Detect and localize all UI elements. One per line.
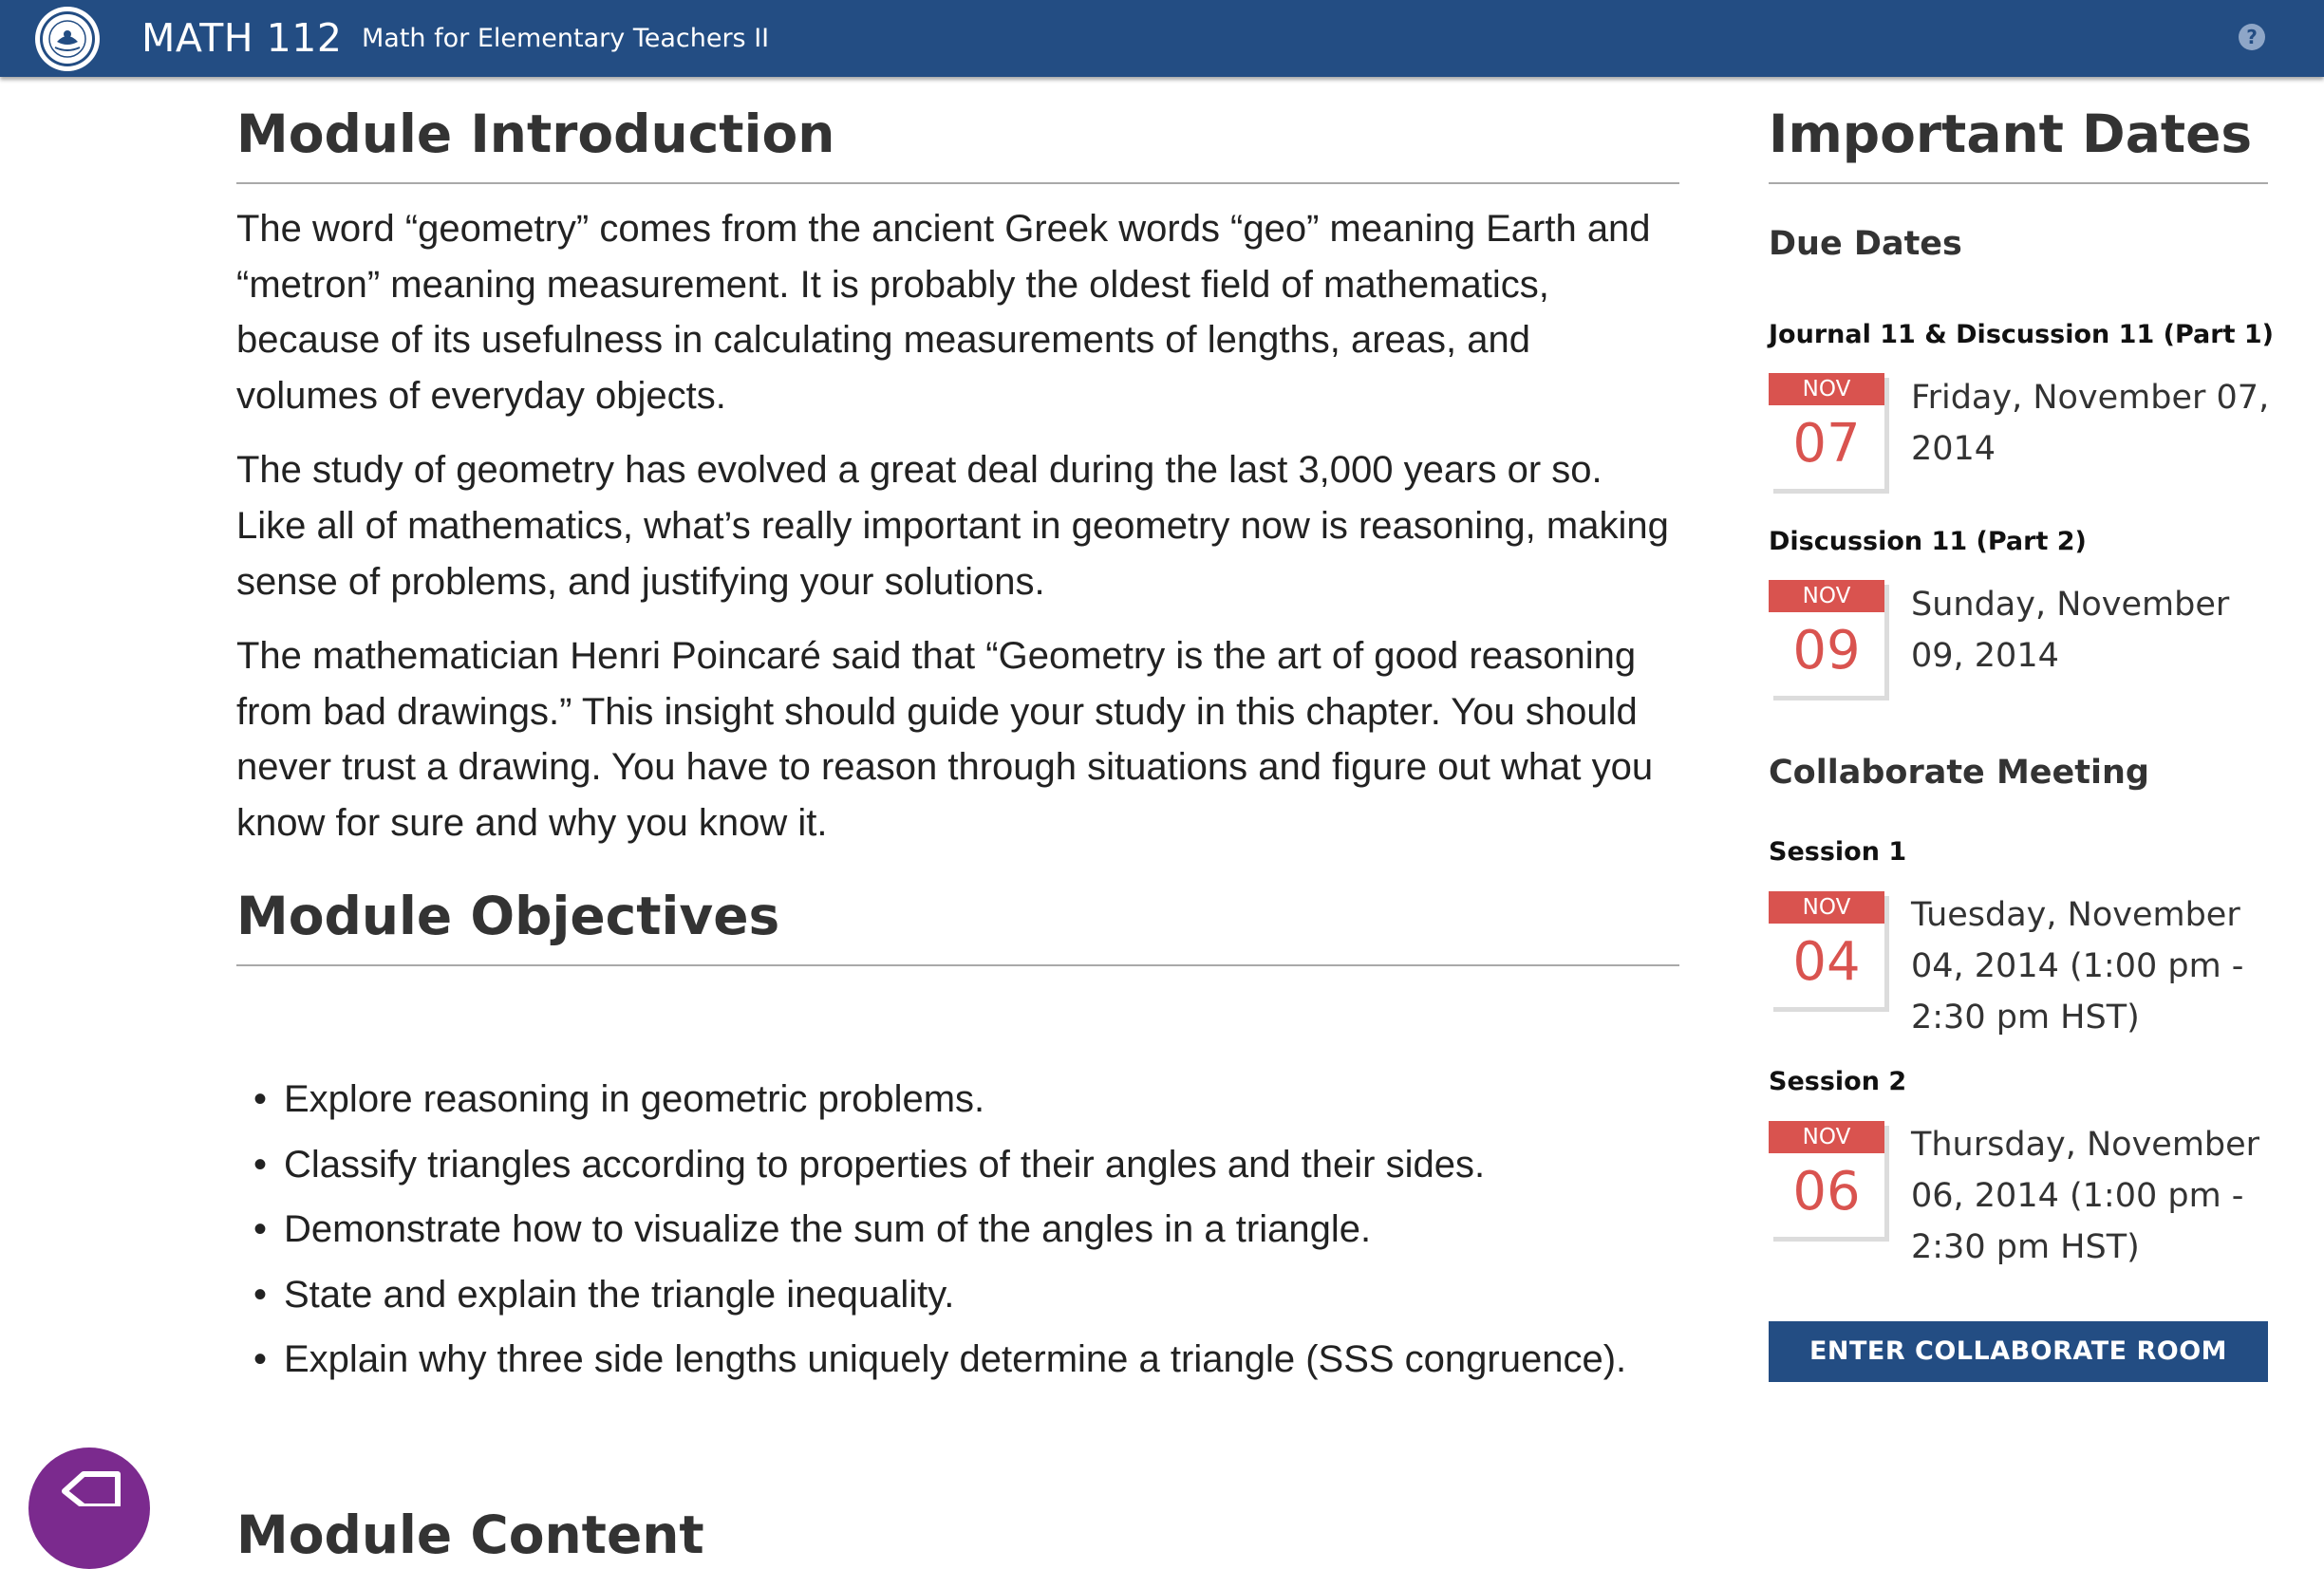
bullet-icon: • — [253, 1273, 268, 1316]
objectives-list — [236, 1072, 1727, 1397]
session-date-text: Thursday, November 06, 2014 (1:00 pm - 2:30 pm HST) — [1911, 1126, 2260, 1266]
objective-text: Classify triangles according to properties of their angles and their sides. — [284, 1143, 1486, 1186]
calendar-day: 07 — [1792, 413, 1861, 475]
enter-collaborate-room-button[interactable]: ENTER COLLABORATE ROOM — [1769, 1321, 2268, 1382]
calendar-icon — [1769, 891, 1884, 1007]
bullet-icon: • — [253, 1078, 268, 1120]
due-date-text: Friday, November 07, 2014 — [1911, 379, 2270, 468]
calendar-month: NOV — [1769, 891, 1884, 924]
list-item — [253, 1137, 1727, 1193]
help-icon[interactable]: ? — [2239, 24, 2265, 50]
due-date-event-label: Journal 11 & Discussion 11 (Part 1) — [1769, 320, 2275, 349]
calendar-month: NOV — [1769, 1121, 1884, 1153]
list-item — [253, 1072, 1727, 1128]
list-item — [253, 1332, 1727, 1388]
module-introduction-heading: Module Introduction — [236, 77, 1679, 184]
intro-paragraph-3: The mathematician Henri Poincaré said that “Geometry is the art of good reasoning from bad drawings.” This insight should guide your study in this chapter. You should never trust a drawing. You have to reason through situations and figure out what you know for sure and why you know it. — [236, 635, 1654, 844]
list-item — [253, 1267, 1727, 1323]
calendar-icon — [1769, 580, 1884, 696]
bullet-icon: • — [253, 1143, 268, 1186]
calendar-icon — [1769, 1121, 1884, 1237]
calendar-month: NOV — [1769, 580, 1884, 612]
due-date-text: Sunday, November 09, 2014 — [1911, 586, 2230, 675]
important-dates-heading: Important Dates — [1769, 77, 2268, 184]
module-content-heading: Module Content — [236, 1504, 704, 1565]
module-objectives-heading: Module Objectives — [236, 887, 1679, 966]
objective-text: Explore reasoning in geometric problems. — [284, 1078, 985, 1120]
important-dates-sidebar — [1769, 77, 2275, 1366]
back-arrow-icon — [59, 1468, 125, 1506]
objective-text: State and explain the triangle inequality. — [284, 1273, 955, 1316]
calendar-day: 04 — [1792, 931, 1861, 993]
due-date-event-label: Discussion 11 (Part 2) — [1769, 527, 2087, 556]
course-code[interactable]: MATH 112 — [141, 15, 343, 61]
session-date-text: Tuesday, November 04, 2014 (1:00 pm - 2:30 pm HST) — [1911, 896, 2244, 1037]
course-name[interactable]: Math for Elementary Teachers II — [362, 24, 770, 53]
back-navigation-button[interactable] — [28, 1448, 150, 1569]
objective-text: Demonstrate how to visualize the sum of the angles in a triangle. — [284, 1208, 1372, 1251]
calendar-icon — [1769, 373, 1884, 489]
bullet-icon: • — [253, 1208, 268, 1251]
main-content — [236, 77, 1679, 1565]
session-label: Session 1 — [1769, 837, 1907, 867]
bullet-icon: • — [253, 1338, 268, 1381]
university-seal-icon[interactable] — [34, 6, 101, 72]
intro-paragraph-1: The word “geometry” comes from the ancient Greek words “geo” meaning Earth and “metron” meaning measurement. It is probably the oldest field of mathematics, because of its usefulness in calculating measurements of lengths, areas, and volumes of everyday objects. — [236, 208, 1651, 417]
session-label: Session 2 — [1769, 1067, 1907, 1096]
calendar-month: NOV — [1769, 373, 1884, 405]
objective-text: Explain why three side lengths uniquely determine a triangle (SSS congruence). — [284, 1338, 1627, 1381]
intro-paragraph-2: The study of geometry has evolved a great deal during the last 3,000 years or so. Like all of mathematics, what’s really important in geometry now is reasoning, making sense of problems, and justifying your solutions. — [236, 449, 1669, 603]
top-navigation-bar — [0, 0, 2324, 77]
calendar-day: 09 — [1792, 620, 1861, 682]
due-dates-label: Due Dates — [1769, 225, 1962, 263]
collaborate-meeting-label: Collaborate Meeting — [1769, 754, 2149, 792]
list-item — [253, 1202, 1727, 1258]
calendar-day: 06 — [1792, 1161, 1861, 1223]
